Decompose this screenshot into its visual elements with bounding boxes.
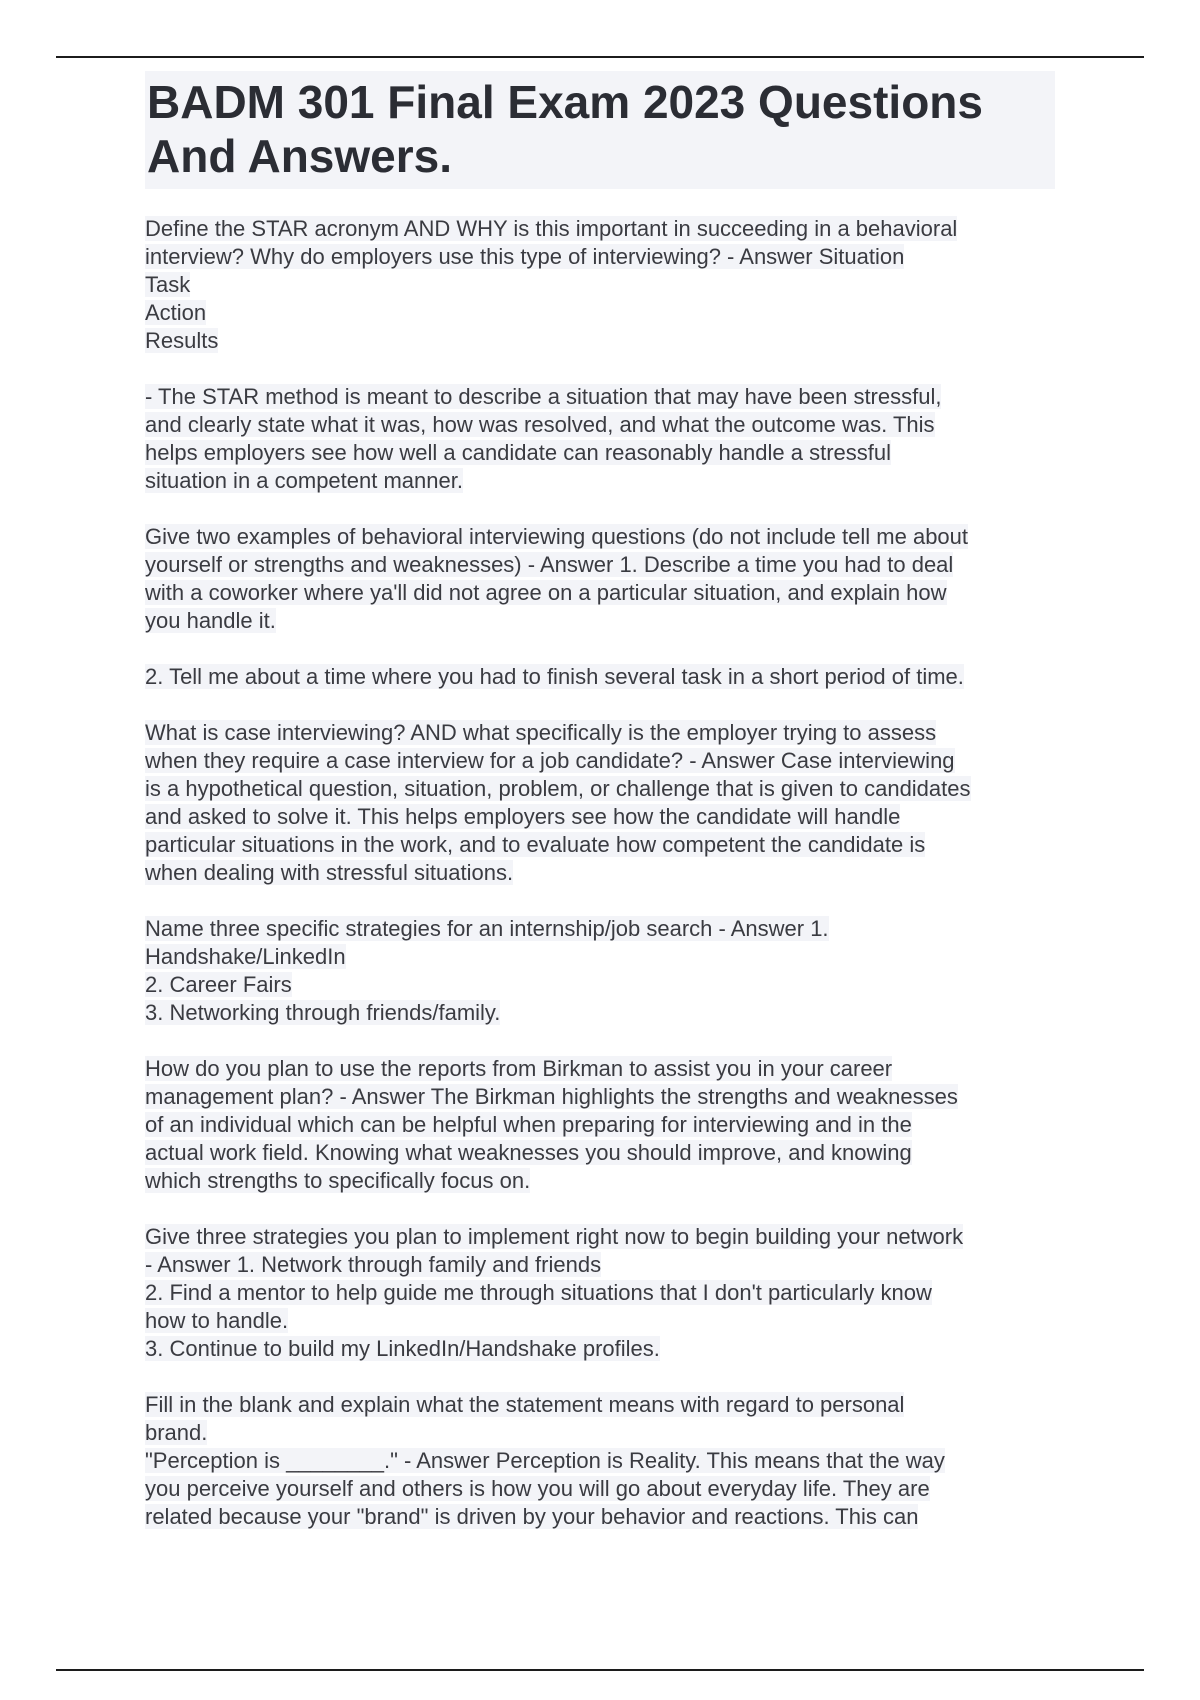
bottom-rule (56, 1669, 1144, 1671)
text-line (145, 327, 1055, 355)
text-line (145, 1139, 1055, 1167)
text-line (145, 1307, 1055, 1335)
text-line-content: is a hypothetical question, situation, problem, or challenge that is given to candidates (145, 776, 971, 801)
text-line (145, 523, 1055, 551)
qa-paragraph (145, 719, 1055, 887)
text-line-content: What is case interviewing? AND what specifically is the employer trying to assess (145, 720, 937, 745)
text-line-content: - Answer 1. Network through family and friends (145, 1252, 602, 1277)
text-line-content: and clearly state what it was, how was resolved, and what the outcome was. This (145, 412, 935, 437)
text-line (145, 943, 1055, 971)
text-line-content: Name three specific strategies for an internship/job search - Answer 1. (145, 916, 829, 941)
qa-paragraph (145, 915, 1055, 1027)
text-line-content: 3. Continue to build my LinkedIn/Handshake profiles. (145, 1336, 660, 1361)
text-line-content: when dealing with stressful situations. (145, 860, 514, 885)
text-line (145, 467, 1055, 495)
text-line (145, 1223, 1055, 1251)
text-line-content: "Perception is ________." - Answer Perception is Reality. This means that the way (145, 1448, 945, 1473)
text-line-content: helps employers see how well a candidate can reasonably handle a stressful (145, 440, 891, 465)
text-line (145, 747, 1055, 775)
text-line (145, 1475, 1055, 1503)
text-line-content: management plan? - Answer The Birkman highlights the strengths and weaknesses (145, 1084, 958, 1109)
text-line (145, 551, 1055, 579)
text-line-content: which strengths to specifically focus on. (145, 1168, 531, 1193)
text-line-content: related because your "brand" is driven by your behavior and reactions. This can (145, 1504, 919, 1529)
text-line (145, 1335, 1055, 1363)
text-line-content: and asked to solve it. This helps employers see how the candidate will handle (145, 804, 901, 829)
text-line-content: Task (145, 272, 191, 297)
text-line-content: with a coworker where ya'll did not agree on a particular situation, and explain how (145, 580, 947, 605)
text-line-content: brand. (145, 1420, 208, 1445)
title-block (145, 71, 1055, 189)
text-line-content: particular situations in the work, and to evaluate how competent the candidate is (145, 832, 926, 857)
text-line (145, 299, 1055, 327)
text-line (145, 271, 1055, 299)
qa-paragraph (145, 1391, 1055, 1531)
text-line-content: 2. Tell me about a time where you had to finish several task in a short period of time. (145, 664, 964, 689)
qa-paragraph (145, 1223, 1055, 1363)
document-body (145, 71, 1055, 1559)
text-line (145, 1111, 1055, 1139)
text-line-content: you perceive yourself and others is how you will go about everyday life. They are (145, 1476, 930, 1501)
text-line (145, 215, 1055, 243)
text-line-content: Define the STAR acronym AND WHY is this important in succeeding in a behavioral (145, 216, 958, 241)
text-line (145, 971, 1055, 999)
document-title (147, 75, 1053, 183)
text-line (145, 243, 1055, 271)
text-line-content: Handshake/LinkedIn (145, 944, 346, 969)
text-line-content: Results (145, 328, 219, 353)
text-line-content: of an individual which can be helpful when preparing for interviewing and in the (145, 1112, 912, 1137)
text-line (145, 1279, 1055, 1307)
text-line-content: Give three strategies you plan to implement right now to begin building your network (145, 1224, 964, 1249)
text-line (145, 579, 1055, 607)
text-line-content: 2. Career Fairs (145, 972, 292, 997)
text-line (145, 1083, 1055, 1111)
qa-paragraph (145, 523, 1055, 635)
text-line-content: Action (145, 300, 207, 325)
text-line-content: Fill in the blank and explain what the statement means with regard to personal (145, 1392, 905, 1417)
text-line-content: situation in a competent manner. (145, 468, 463, 493)
text-line-content: when they require a case interview for a job candidate? - Answer Case interviewing (145, 748, 955, 773)
qa-list (145, 215, 1055, 1531)
text-line (145, 411, 1055, 439)
text-line (145, 803, 1055, 831)
text-line (145, 719, 1055, 747)
text-line (145, 775, 1055, 803)
text-line (145, 607, 1055, 635)
qa-paragraph (145, 383, 1055, 495)
text-line (145, 831, 1055, 859)
text-line (145, 1391, 1055, 1419)
text-line (145, 439, 1055, 467)
title-line: BADM 301 Final Exam 2023 Questions (147, 76, 983, 128)
text-line (145, 859, 1055, 887)
text-line (145, 915, 1055, 943)
qa-paragraph (145, 663, 1055, 691)
text-line-content: how to handle. (145, 1308, 289, 1333)
text-line (145, 1055, 1055, 1083)
text-line (145, 383, 1055, 411)
text-line-content: 3. Networking through friends/family. (145, 1000, 501, 1025)
text-line-content: yourself or strengths and weaknesses) - Answer 1. Describe a time you had to deal (145, 552, 954, 577)
text-line-content: you handle it. (145, 608, 276, 633)
text-line (145, 1447, 1055, 1475)
text-line (145, 1167, 1055, 1195)
text-line-content: Give two examples of behavioral interviewing questions (do not include tell me about (145, 524, 969, 549)
text-line-content: 2. Find a mentor to help guide me through situations that I don't particularly know (145, 1280, 932, 1305)
top-rule (56, 56, 1144, 58)
qa-paragraph (145, 1055, 1055, 1195)
text-line (145, 999, 1055, 1027)
text-line-content: actual work field. Knowing what weaknesses you should improve, and knowing (145, 1140, 912, 1165)
qa-paragraph (145, 215, 1055, 355)
text-line (145, 663, 1055, 691)
text-line (145, 1251, 1055, 1279)
text-line (145, 1503, 1055, 1531)
text-line-content: - The STAR method is meant to describe a situation that may have been stressful, (145, 384, 942, 409)
text-line-content: How do you plan to use the reports from Birkman to assist you in your career (145, 1056, 893, 1081)
title-line: And Answers. (147, 130, 453, 182)
text-line-content: interview? Why do employers use this type of interviewing? - Answer Situation (145, 244, 905, 269)
text-line (145, 1419, 1055, 1447)
